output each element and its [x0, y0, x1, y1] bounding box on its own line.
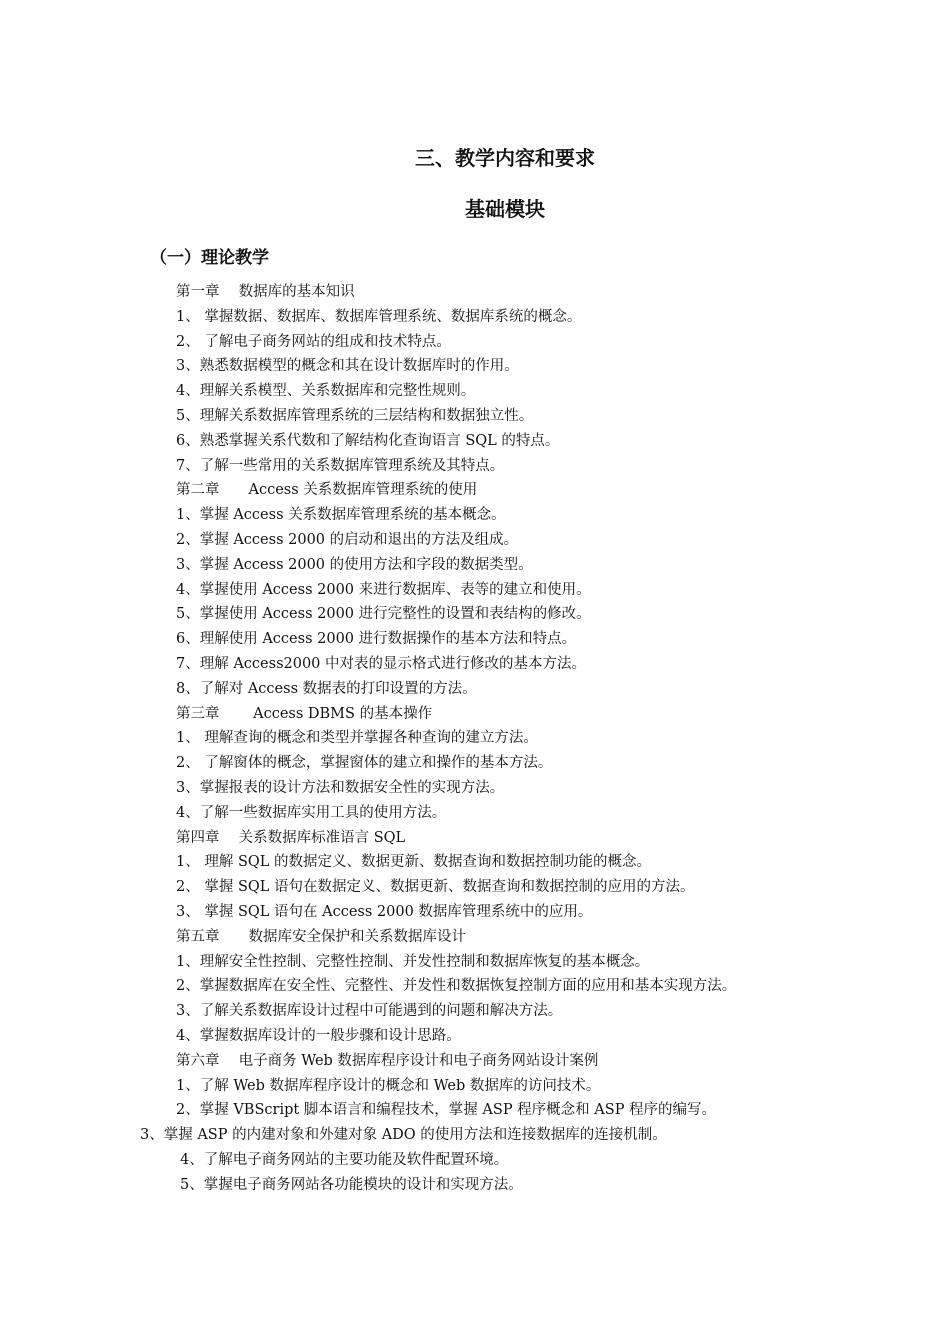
list-item: 1、理解安全性控制、完整性控制、并发性控制和数据库恢复的基本概念。: [176, 953, 650, 970]
chapter-heading: 第六章 电子商务 Web 数据库程序设计和电子商务网站设计案例: [176, 1052, 599, 1069]
chapter-heading: 第四章 关系数据库标准语言 SQL: [176, 829, 406, 846]
list-item: 3、掌握 Access 2000 的使用方法和字段的数据类型。: [176, 556, 533, 573]
list-item: 3、掌握 ASP 的内建对象和外建对象 ADO 的使用方法和连接数据库的连接机制。: [140, 1127, 667, 1144]
chapter-heading: 第三章 Access DBMS 的基本操作: [176, 705, 433, 722]
list-item: 4、理解关系模型、关系数据库和完整性规则。: [176, 383, 476, 400]
module-subheading: 基础模块: [465, 197, 545, 221]
list-item: 4、掌握数据库设计的一般步骤和设计思路。: [176, 1028, 461, 1044]
section-heading: （一）理论教学: [150, 248, 269, 268]
list-item: 3、熟悉数据模型的概念和其在设计数据库时的作用。: [176, 358, 519, 375]
list-item: 4、了解电子商务网站的主要功能及软件配置环境。: [180, 1152, 509, 1168]
list-item: 3、了解关系数据库设计过程中可能遇到的问题和解决方法。: [176, 1003, 563, 1020]
page-heading: 三、教学内容和要求: [415, 146, 595, 170]
list-item: 2、掌握 Access 2000 的启动和退出的方法及组成。: [176, 532, 519, 548]
list-item: 1、 掌握数据、数据库、数据库管理系统、数据库系统的概念。: [176, 308, 582, 325]
list-item: 5、掌握电子商务网站各功能模块的设计和实现方法。: [180, 1176, 523, 1193]
list-item: 3、掌握报表的设计方法和数据安全性的实现方法。: [176, 780, 505, 796]
list-item: 5、理解关系数据库管理系统的三层结构和数据独立性。: [176, 408, 534, 424]
list-item: 4、了解一些数据库实用工具的使用方法。: [176, 804, 447, 821]
list-item: 1、掌握 Access 关系数据库管理系统的基本概念。: [176, 507, 506, 524]
list-item: 6、理解使用 Access 2000 进行数据操作的基本方法和特点。: [176, 631, 577, 648]
list-item: 2、 了解电子商务网站的组成和技术特点。: [176, 333, 451, 350]
list-item: 1、了解 Web 数据库程序设计的概念和 Web 数据库的访问技术。: [176, 1077, 601, 1094]
list-item: 7、了解一些常用的关系数据库管理系统及其特点。: [176, 457, 505, 474]
list-item: 5、掌握使用 Access 2000 进行完整性的设置和表结构的修改。: [176, 606, 591, 623]
list-item: 4、掌握使用 Access 2000 来进行数据库、表等的建立和使用。: [176, 581, 591, 598]
list-item: 2、掌握 VBScript 脚本语言和编程技术，掌握 ASP 程序概念和 ASP 程序的编写。: [176, 1102, 717, 1119]
list-item: 2、 了解窗体的概念，掌握窗体的建立和操作的基本方法。: [176, 755, 553, 772]
list-item: 3、 掌握 SQL 语句在 Access 2000 数据库管理系统中的应用。: [176, 904, 593, 920]
list-item: 2、掌握数据库在安全性、完整性、并发性和数据恢复控制方面的应用和基本实现方法。: [176, 978, 737, 995]
list-item: 1、 理解查询的概念和类型并掌握各种查询的建立方法。: [176, 730, 538, 747]
list-item: 1、 理解 SQL 的数据定义、数据更新、数据查询和数据控制功能的概念。: [176, 854, 651, 871]
chapter-heading: 第五章 数据库安全保护和关系数据库设计: [176, 928, 466, 945]
list-item: 2、 掌握 SQL 语句在数据定义、数据更新、数据查询和数据控制的应用的方法。: [176, 879, 695, 896]
list-item: 8、了解对 Access 数据表的打印设置的方法。: [176, 680, 477, 697]
list-item: 7、理解 Access2000 中对表的显示格式进行修改的基本方法。: [176, 656, 587, 672]
list-item: 6、熟悉掌握关系代数和了解结构化查询语言 SQL 的特点。: [176, 432, 560, 449]
chapter-heading: 第二章 Access 关系数据库管理系统的使用: [176, 482, 478, 499]
chapter-heading: 第一章 数据库的基本知识: [176, 284, 355, 300]
